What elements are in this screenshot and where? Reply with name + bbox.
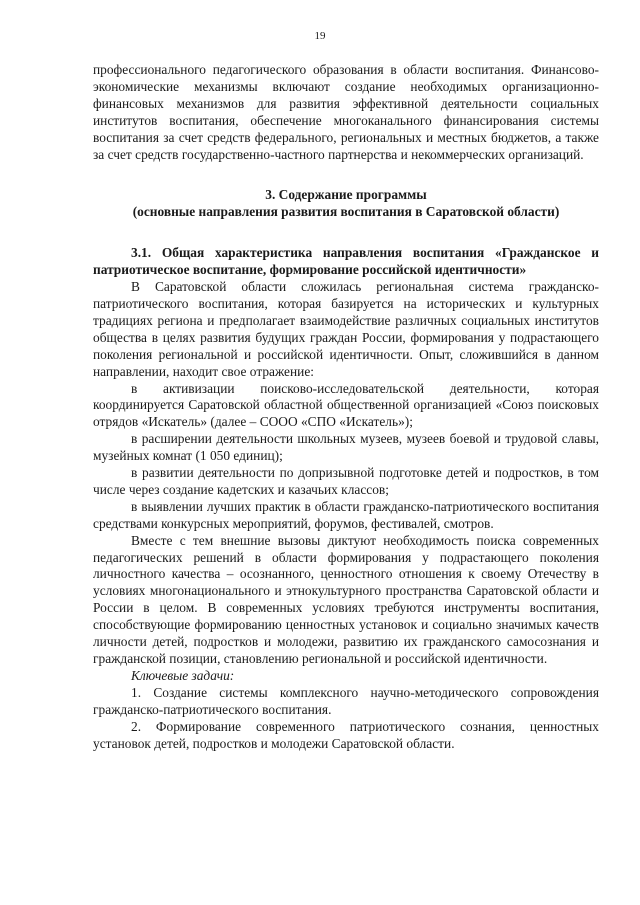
page-number: 19 (314, 30, 326, 42)
section-title-line-1: 3. Содержание программы (265, 187, 427, 203)
key-tasks-label: Ключевые задачи: (131, 667, 235, 683)
section-title-line-2: (основные направления развития воспитания в Саратовской области) (132, 204, 560, 220)
intro-paragraph: профессионального педагогического образования в области воспитания. Финансово-экономические механизмы включают создание необходимых организационно-финансовых механизмов для развития эффективной деятельности социальных институтов воспитания, обеспечение многоканального финансирования системы воспитания за счет средств федерального, региональных и местных бюджетов, а также за счет средств государственно-частного партнерства и некоммерческих организаций. (93, 62, 599, 162)
task-item-2: 2. Формирование современного патриотического сознания, ценностных установок детей, подростков и молодежи Саратовской области. (93, 718, 599, 751)
paragraph-external-challenges: Вместе с тем внешние вызовы диктуют необходимость поиска современных педагогических решений в области формирования у подрастающего поколения личностного качества – осознанного, ценностного отношения к своему Отечеству в условиях многонационального и этнокультурного пространства Саратовской области и России в целом. В современных условиях требуются инструменты воспитания, способствующие формированию ценностных установок и социально значимых качеств личности детей, подростков и молодежи, развитию их гражданского самосознания и гражданской позиции, становлению региональной и российской идентичности. (93, 532, 599, 666)
paragraph-regional-system: В Саратовской области сложилась региональная система гражданско-патриотического воспитания, которая базируется на исторических и культурных традициях региона и предполагает взаимодействие различных социальных институтов общества в целях развития будущих граждан России, формирования у подрастающего поколения региональной и российской идентичности. Опыт, сложившийся в данном направлении, находит свое отражение: (93, 279, 599, 379)
section-title (93, 187, 599, 221)
page-content (93, 62, 599, 752)
list-item-pre-conscription: в развитии деятельности по допризывной подготовке детей и подростков, в том числе через создание кадетских и казачьих классов; (93, 465, 599, 497)
list-item-best-practices: в выявлении лучших практик в области гражданско-патриотического воспитания средствами конкурсных мероприятий, форумов, фестивалей, смотров. (93, 498, 599, 531)
list-item-museums: в расширении деятельности школьных музеев, музеев боевой и трудовой славы, музейных комнат (1 050 единиц); (93, 431, 599, 464)
list-item-search-activity: в активизации поисково-исследовательской деятельности, которая координируется Саратовской областной общественной организацией «Союз поисковых отрядов «Искатель» (далее – СООО «СПО «Искатель»); (93, 380, 599, 430)
task-item-1: 1. Создание системы комплексного научно-методического сопровождения гражданско-патриотического воспитания. (93, 684, 599, 717)
subsection-title: 3.1. Общая характеристика направления воспитания «Гражданское и патриотическое воспитание, формирование российской идентичности» (93, 245, 599, 278)
